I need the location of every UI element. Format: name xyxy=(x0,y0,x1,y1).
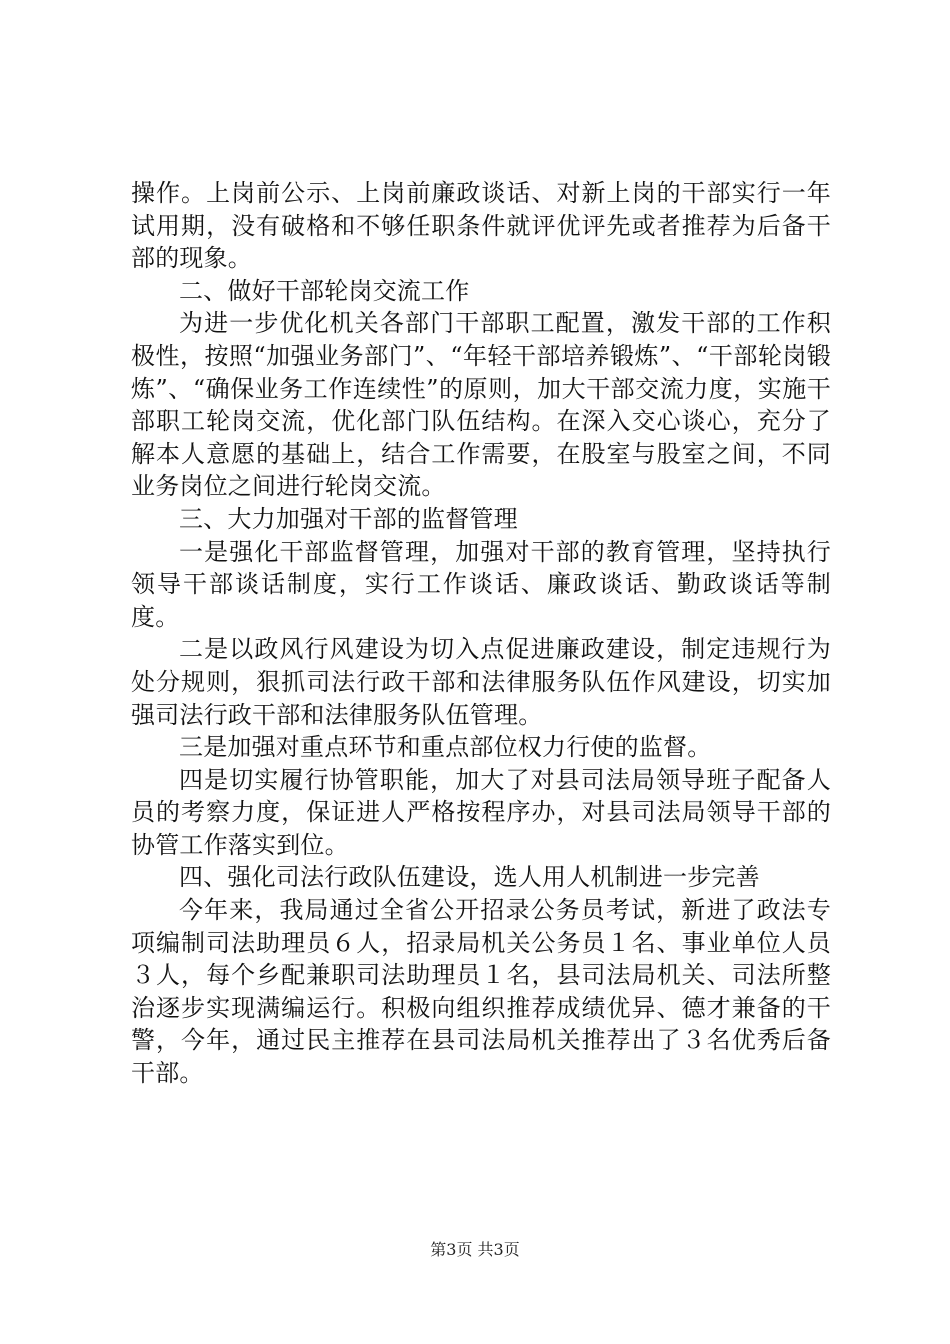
paragraph-supervision-two: 二是以政风行风建设为切入点促进廉政建设，制定违规行为处分规则，狠抓司法行政干部和法律服务队伍作风建设，切实加强司法行政干部和法律服务队伍管理。 xyxy=(131,635,831,729)
page-footer xyxy=(0,1240,950,1260)
section-heading-rotation: 二、做好干部轮岗交流工作 xyxy=(179,276,470,305)
section-heading-supervision: 三、大力加强对干部的监督管理 xyxy=(179,504,518,533)
paragraph-supervision-one: 一是强化干部监督管理，加强对干部的教育管理，坚持执行领导干部谈话制度，实行工作谈话、廉政谈话、勤政谈话等制度。 xyxy=(131,537,831,631)
paragraph-continuation: 操作。上岗前公示、上岗前廉政谈话、对新上岗的干部实行一年试用期，没有破格和不够任职条件就评优评先或者推荐为后备干部的现象。 xyxy=(131,179,831,273)
section-heading-team-building: 四、强化司法行政队伍建设，选人用人机制进一步完善 xyxy=(179,863,760,892)
document-body xyxy=(131,177,831,1090)
paragraph-team-building: 今年来，我局通过全省公开招录公务员考试，新进了政法专项编制司法助理员６人，招录局机关公务员１名、事业单位人员３人，每个乡配兼职司法助理员１名，县司法局机关、司法所整治逐步实现满编运行。积极向组织推荐成绩优异、德才兼备的干警，今年，通过民主推荐在县司法局机关推荐出了３名优秀后备干部。 xyxy=(131,896,831,1088)
paragraph-supervision-four: 四是切实履行协管职能，加大了对县司法局领导班子配备人员的考察力度，保证进人严格按程序办，对县司法局领导干部的协管工作落实到位。 xyxy=(131,765,831,859)
page-number: 第3页 共3页 xyxy=(430,1240,520,1259)
paragraph-supervision-three: 三是加强对重点环节和重点部位权力行使的监督。 xyxy=(179,733,712,762)
paragraph-rotation: 为进一步优化机关各部门干部职工配置，激发干部的工作积极性，按照“加强业务部门”、“年轻干部培养锻炼”、“干部轮岗锻炼”、“确保业务工作连续性”的原则，加大干部交流力度，实施干部职工轮岗交流，优化部门队伍结构。在深入交心谈心，充分了解本人意愿的基础上，结合工作需要，在股室与股室之间，不同业务岗位之间进行轮岗交流。 xyxy=(131,309,831,501)
